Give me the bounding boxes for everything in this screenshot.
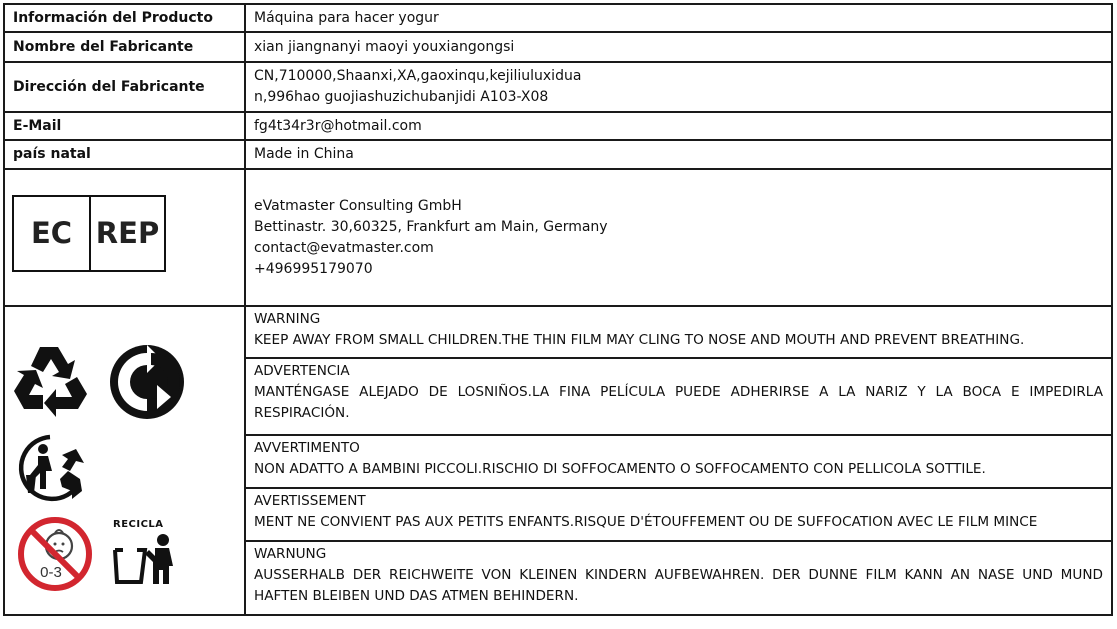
ec-rep-address: Bettinastr. 30,60325, Frankfurt am Main, Germany	[254, 218, 608, 235]
warning-it	[246, 436, 1111, 489]
manufacturer-address-key: Dirección del Fabricante	[4, 62, 245, 112]
country-of-origin-key: país natal	[4, 140, 245, 169]
warnings-cell	[245, 306, 1112, 615]
recicla-label: RECICLA	[113, 519, 164, 530]
warning-fr	[246, 489, 1111, 542]
recycle-icon	[10, 343, 92, 421]
ec-rep-symbol-cell	[4, 169, 245, 306]
ec-rep-symbol	[12, 195, 166, 272]
manufacturer-name-value: xian jiangnanyi maoyi youxiangongsi	[245, 32, 1112, 62]
ec-rep-contact	[245, 169, 1112, 306]
warning-title: ADVERTENCIA	[254, 363, 350, 379]
country-of-origin-value: Made in China	[245, 140, 1112, 169]
product-info-value: Máquina para hacer yogur	[245, 4, 1112, 32]
recicla-icon	[111, 532, 183, 588]
table-row	[4, 140, 1112, 169]
warning-body: NON ADATTO A BAMBINI PICCOLI.RISCHIO DI SOFFOCAMENTO O SOFFOCAMENTO CON PELLICOLA SOTTILE.	[254, 461, 986, 477]
address-line-2: n,996hao guojiashuzichubanjidi A103-X08	[254, 89, 549, 105]
product-info-key: Información del Producto	[4, 4, 245, 32]
warning-title: WARNUNG	[254, 546, 327, 562]
product-info-table	[3, 3, 1113, 616]
no-children-0-3-icon	[15, 514, 95, 594]
manufacturer-address-value	[245, 62, 1112, 112]
warning-body: AUSSERHALB DER REICHWEITE VON KLEINEN KINDERN AUFBEWAHREN. DER DUNNE FILM KANN AN NASE UND MUND HAFTEN BLEIBEN UND DAS ATMEN BEHINDERN.	[254, 567, 1103, 604]
warning-de	[246, 542, 1111, 614]
ec-rep-email: contact@evatmaster.com	[254, 239, 434, 256]
warning-body: MANTÉNGASE ALEJADO DE LOSNIÑOS.LA FINA PELÍCULA PUEDE ADHERIRSE A LA NARIZ Y LA BOCA E IMPEDIRLA RESPIRACIÓN.	[254, 384, 1103, 421]
warning-title: AVERTISSEMENT	[254, 493, 366, 509]
table-row	[4, 62, 1112, 112]
table-row	[4, 112, 1112, 140]
ec-rep-phone: +496995179070	[254, 260, 373, 277]
warning-body: MENT NE CONVIENT PAS AUX PETITS ENFANTS.RISQUE D'ÉTOUFFEMENT OU DE SUFFOCATION AVEC LE FILM MINCE	[254, 514, 1038, 530]
warning-title: AVVERTIMENTO	[254, 440, 360, 456]
warning-es	[246, 359, 1111, 436]
table-row	[4, 4, 1112, 32]
email-value: fg4t34r3r@hotmail.com	[245, 112, 1112, 140]
warning-body: KEEP AWAY FROM SMALL CHILDREN.THE THIN FILM MAY CLING TO NOSE AND MOUTH AND PREVENT BREATHING.	[254, 332, 1025, 348]
address-line-1: CN,710000,Shaanxi,XA,gaoxinqu,kejiliuluxidua	[254, 68, 582, 84]
warning-title: WARNING	[254, 311, 321, 327]
ec-rep-symbol-ec: EC	[14, 197, 91, 270]
manufacturer-name-key: Nombre del Fabricante	[4, 32, 245, 62]
age-range-label: 0-3	[40, 564, 62, 581]
green-dot-icon	[107, 343, 187, 421]
table-row	[4, 169, 1112, 306]
ec-rep-symbol-rep: REP	[95, 216, 160, 250]
table-row	[4, 32, 1112, 62]
email-key: E-Mail	[4, 112, 245, 140]
tidyman-recycle-icon	[10, 429, 92, 507]
warning-en	[246, 307, 1111, 359]
ec-rep-company: eVatmaster Consulting GmbH	[254, 197, 462, 214]
